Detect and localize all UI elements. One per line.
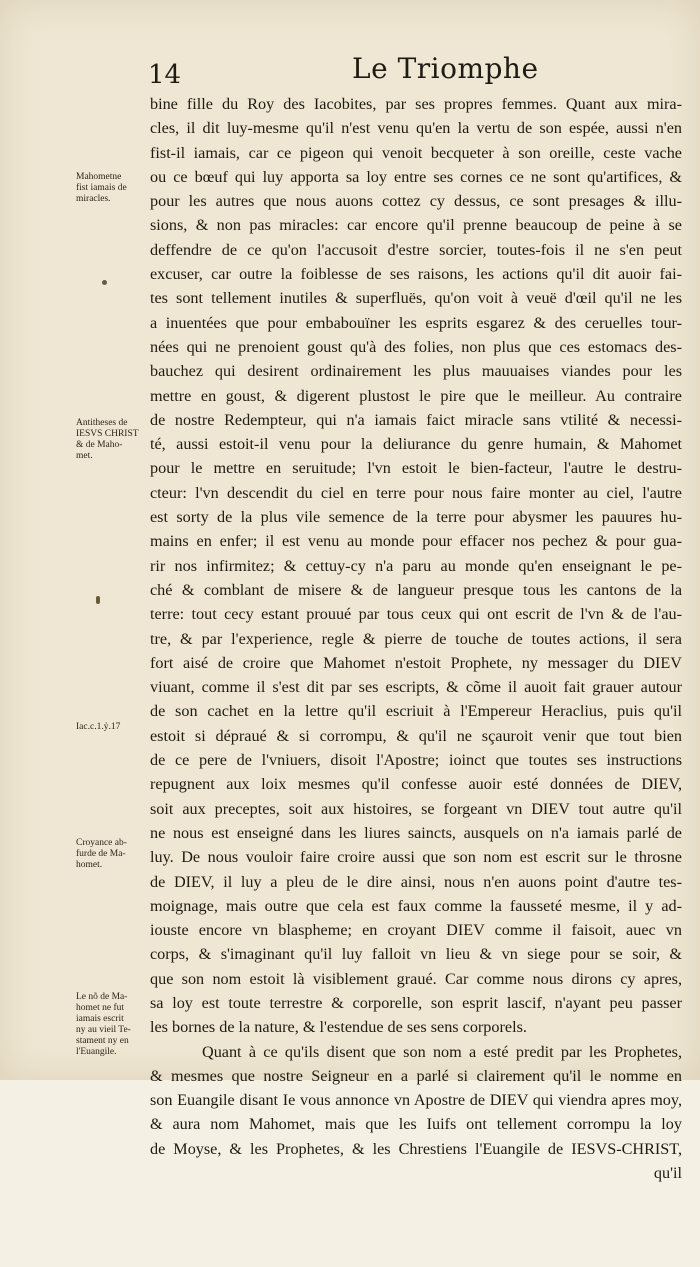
margin-note-line: homet. [76,860,103,870]
text-line: tes sont tellement inutiles & superfluës, qu'on voit à veuë d'œil qu'il ne les [150,289,682,308]
margin-note-line: stament ny en [76,1036,129,1046]
text-line: a inuentées que pour embabouïner les esprits esgarez & des ceruelles tour- [150,313,682,332]
page-number: 14 [148,60,182,90]
text-line: les bornes de la nature, & l'estendue de ses sens corporels. [150,1018,527,1037]
margin-note-line: iamais escrit [76,1014,124,1024]
text-line: de son cachet en la lettre qu'il escriuit à l'Empereur Heraclius, puis qu'il [150,702,682,721]
margin-note-line: ny au vieil Te- [76,1025,131,1035]
text-line: soit aux preceptes, soit aux histoires, se forgeant vn DIEV tout autre qu'il [150,799,682,818]
text-line: mettre en goust, & digerent plustost le pire que le meilleur. Au contraire [150,386,682,405]
margin-note-line: Antitheses de [76,418,128,428]
text-line: fist-il iamais, car ce pigeon qui venoit becqueter à son oreille, ceste vache [150,143,682,162]
margin-note-nom [76,992,146,1058]
running-head: Le Triomphe [352,52,539,85]
text-line: sions, & non pas miracles: car encore qu'il prenne beaucoup de peine à se [150,216,682,235]
text-line: té, aussi estoit-il venu pour la deliurance du genre humain, & Mahomet [150,435,682,454]
text-line: rir nos infirmitez; & cettuy-cy n'a paru au monde qu'en enseignant le pe- [150,556,682,575]
text-line: de nostre Redempteur, qui n'a iamais faict miracle sans vtilité & necessi- [150,410,682,429]
text-line: cles, il dit luy-mesme qu'il n'est venu qu'en la vertu de son espée, aussi n'en [150,119,682,138]
text-line: de Moyse, & les Prophetes, & les Chrestiens l'Euangile de IESVS-CHRIST, [150,1139,682,1158]
margin-note-line: furde de Ma- [76,849,126,859]
text-line: repugnent aux loix mesmes qu'il confesse auoir esté données de DIEV, [150,775,682,794]
text-line: ne nous est enseigné dans les liures saincts, ausquels on n'a iamais parlé de [150,823,682,842]
text-line: luy. De nous vouloir faire croire aussi que son nom est escrit sur le throsne [150,848,682,867]
margin-note-line: miracles. [76,194,111,204]
body-text [150,92,682,1185]
margin-note-line: Mahometne [76,172,122,182]
text-line: tre, & par l'experience, regle & pierre de touche de toutes actions, il sera [150,629,682,648]
text-line: pour le mettre en seruitude; l'vn estoit le bien-facteur, l'autre le destru- [150,459,682,478]
text-line: corps, & s'imaginant qu'il luy falloit vn lieu & vn siege pour se soir, & [150,945,682,964]
text-line: iouste encore vn blaspheme; en croyant DIEV comme il faisoit, auec vn [150,921,682,940]
text-line: pour les autres que nous auons cottez cy dessus, ce sont presages & illu- [150,192,682,211]
margin-note-line: fist iamais de [76,183,127,193]
text-line: cteur: l'vn descendit du ciel en terre pour nous faire monter au ciel, l'autre [150,483,682,502]
text-line: mains en enfer; il est venu au monde pour effacer nos pechez & pour gua- [150,532,682,551]
margin-note-line: & de Maho- [76,440,123,450]
catchword: qu'il [653,1164,682,1183]
text-line: bine fille du Roy des Iacobites, par ses propres femmes. Quant aux mira- [150,95,682,113]
ink-speck [96,596,100,604]
text-line: Quant à ce qu'ils disent que son nom a esté predit par les Prophetes, [202,1042,682,1061]
text-line: deffendre de ce qu'on l'accusoit d'estre sorcier, toutes-fois il ne s'en peut [150,240,682,259]
margin-note-line: met. [76,451,93,461]
text-line: & mesmes que nostre Seigneur en a parlé si clairement qu'il le nomme en [150,1066,682,1085]
text-line: fort aisé de croire que Mahomet n'estoit Prophete, ny messager du DIEV [150,653,682,672]
text-line: terre: tout cecy estant prouué par tous ceux qui ont escrit de l'vn & de l'au- [150,605,682,624]
text-line: que son nom estoit là visiblement graué. Car comme nous dirons cy apres, [150,969,682,988]
text-line: bauchez qui desirent ordinairement les plus mauuaises viandes pour les [150,362,682,381]
margin-note-line: Croyance ab- [76,838,127,848]
text-line: sa loy est toute terrestre & corporelle, son esprit lascif, n'ayant peu passer [150,993,682,1012]
margin-note-miracles [76,172,146,205]
text-line: estoit si dépraué & si corrompu, & qu'il ne sçauroit venir que tout bien [150,726,682,745]
text-line: de DIEV, il luy a pleu de le dire ainsi, nous n'en auons point d'autre tes- [150,872,682,891]
text-line: excuser, car outre la foiblesse de ses raisons, les actions qu'il dit auoir fai- [150,265,682,284]
margin-note-line: Iac.c.1.ỷ.17 [76,722,121,732]
text-line: ché & comblant de misere & de langueur presque tous les cantons de la [150,580,682,599]
ink-speck [102,280,107,285]
margin-note-line: homet ne fut [76,1003,125,1013]
text-line: & aura nom Mahomet, mais que les Iuifs ont tellement corrompu la loy [150,1115,682,1134]
text-line: son Euangile disant Ie vous annonce vn Apostre de DIEV qui viendra apres moy, [150,1091,682,1110]
text-line: est sorty de la plus vile semence de la terre pour abysmer les pauures hu- [150,508,682,527]
margin-note-croyance [76,838,146,871]
text-line: de ce pere de l'vniuers, disoit l'Apostre; ioinct que toutes ses instructions [150,751,682,770]
margin-note-citation [76,722,146,733]
margin-note-line: IESVS CHRIST [76,429,139,439]
text-line: nées qui ne prenoient goust qu'à des folies, non plus que ces estomacs des- [150,337,682,356]
margin-note-line: Le nõ de Ma- [76,992,128,1002]
margin-note-antitheses [76,418,146,462]
text-line: ou ce bœuf qui luy apporta sa loy entre ses cornes ce ne sont qu'artifices, & [150,167,682,186]
text-line: viuant, comme il s'est dit par ses escripts, & cõme il auoit fait grauer autour [150,678,682,697]
text-line: moignage, mais outre que cela est faux comme la fausseté mesme, il y ad- [150,896,682,915]
margin-note-line: l'Euangile. [76,1047,117,1057]
